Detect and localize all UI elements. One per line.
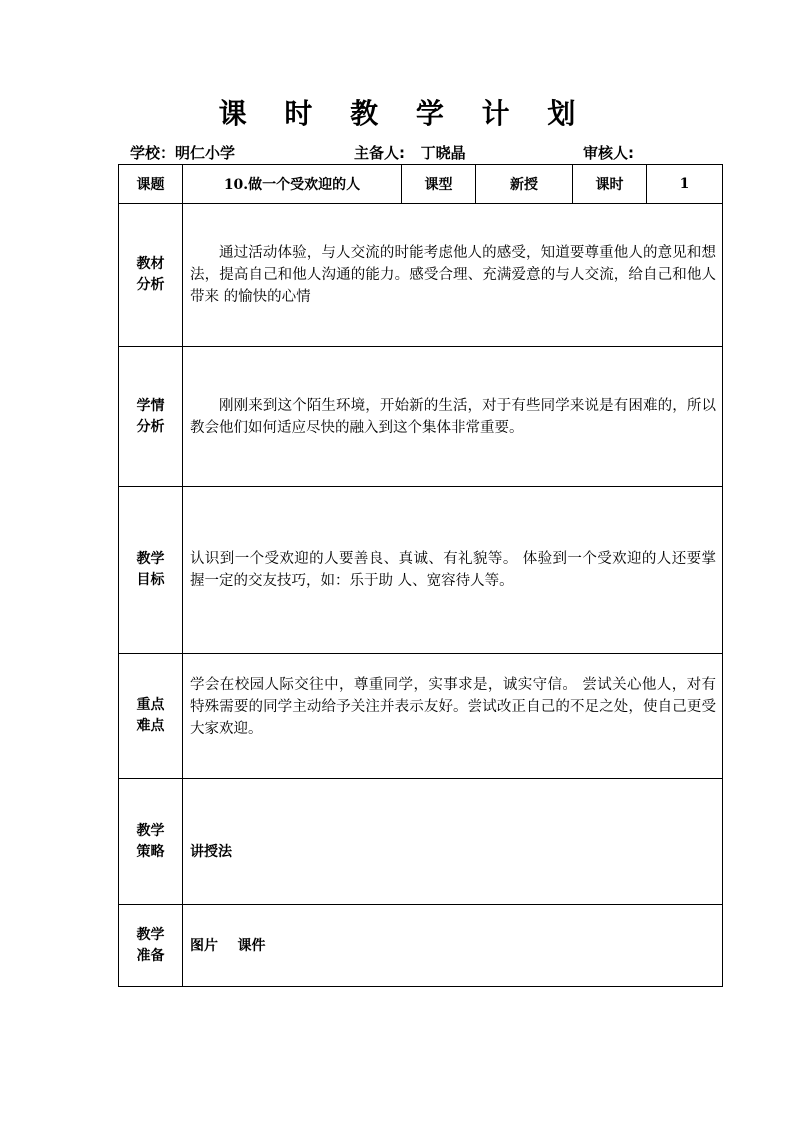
row-label: 重点 难点 [119, 654, 183, 779]
preparer-field [354, 142, 466, 163]
table-row-material-analysis [119, 204, 723, 347]
row-text: 刚刚来到这个陌生环境，开始新的生活，对于有些同学来说是有困难的，所以教会他们如何适应尽快的融入到这个集体非常重要。 [190, 397, 716, 436]
row-text: 通过活动体验，与人交流的时能考虑他人的感受，知道要尊重他人的意见和想法，提高自己和他人沟通的能力。感受合理、充满爱意的与人交流，给自己和他人带来 的愉快的心情 [190, 245, 716, 305]
row-text: 学会在校园人际交往中，尊重同学，实事求是，诚实守信。 尝试关心他人，对有特殊需要的同学主动给予关注并表示友好。尝试改正自己的不足之处，使自己更受大家欢迎。 [190, 677, 716, 737]
lesson-plan-table [118, 164, 723, 987]
type-value: 新授 [476, 165, 573, 204]
row-content [183, 487, 723, 654]
row-label: 教学 准备 [119, 905, 183, 987]
row-label: 教学 目标 [119, 487, 183, 654]
reviewer-field [583, 142, 634, 163]
school-label: 学校： [130, 144, 176, 162]
row-content [183, 779, 723, 905]
hours-label: 课时 [573, 165, 647, 204]
row-text: 图片 课件 [190, 938, 266, 954]
type-label: 课型 [402, 165, 476, 204]
row-content [183, 204, 723, 347]
row-content [183, 347, 723, 487]
reviewer-label: 审核人: [583, 144, 634, 162]
table-row-teaching-goals [119, 487, 723, 654]
row-text: 讲授法 [190, 843, 232, 860]
row-label: 教学 策略 [119, 779, 183, 905]
table-row-preparation [119, 905, 723, 987]
table-row-strategy [119, 779, 723, 905]
row-label: 教材 分析 [119, 204, 183, 347]
table-row-student-analysis [119, 347, 723, 487]
row-content [183, 905, 723, 987]
topic-value: 10.做一个受欢迎的人 [183, 165, 402, 204]
row-text: 认识到一个受欢迎的人要善良、真诚、有礼貌等。 体验到一个受欢迎的人还要掌握一定的交友技巧，如：乐于助 人、宽容待人等。 [190, 551, 716, 589]
table-row-key-points [119, 654, 723, 779]
school-field [130, 142, 235, 163]
row-content [183, 654, 723, 779]
row-label: 学情 分析 [119, 347, 183, 487]
header-row [119, 165, 723, 204]
preparer-label: 主备人: [354, 144, 405, 162]
page-title: 课 时 教 学 计 划 [218, 97, 590, 130]
hours-value: 1 [647, 165, 723, 204]
school-value: 明仁小学 [175, 144, 236, 162]
preparer-value: 丁晓晶 [420, 144, 466, 162]
topic-label: 课题 [119, 165, 183, 204]
